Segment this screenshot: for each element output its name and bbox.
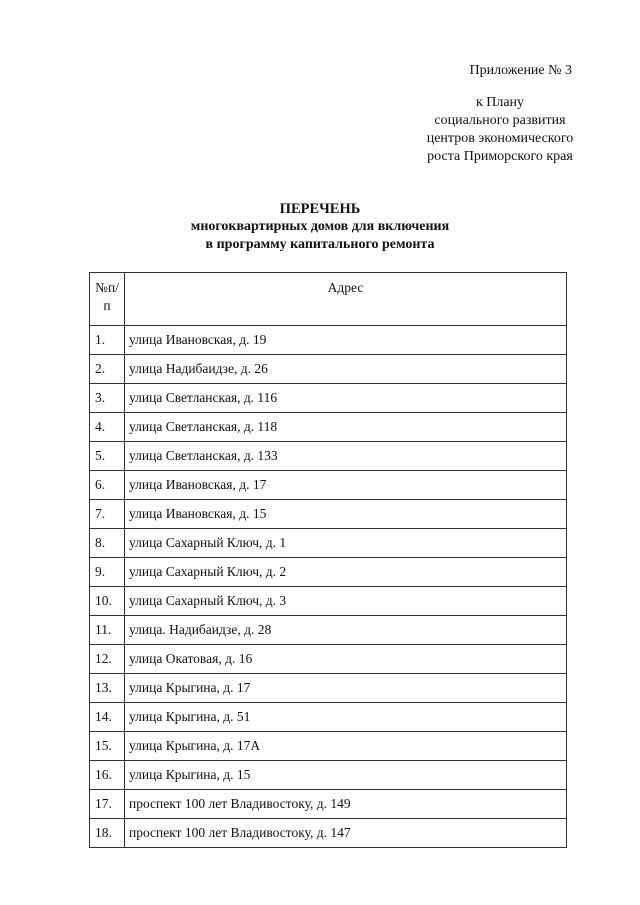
table-body [90,326,567,848]
row-number: 2. [90,355,125,384]
row-address: проспект 100 лет Владивостоку, д. 147 [125,819,567,848]
row-address: улица Сахарный Ключ, д. 1 [125,529,567,558]
row-address: улица Светланская, д. 116 [125,384,567,413]
table-row [90,703,567,732]
table-row [90,645,567,674]
row-number: 7. [90,500,125,529]
appendix-ref-line: центров экономического [426,131,574,146]
row-address: проспект 100 лет Владивостоку, д. 149 [125,790,567,819]
appendix-reference [380,94,600,166]
table-row [90,384,567,413]
heading-subtitle-line: многоквартирных домов для включения [190,219,450,234]
appendix-ref-line: к Плану [475,95,525,110]
row-address: улица Крыгина, д. 17А [125,732,567,761]
appendix-ref-line: социального развития [434,113,566,128]
row-number: 14. [90,703,125,732]
row-number: 18. [90,819,125,848]
appendix-title: Приложение № 3 [469,63,572,78]
column-header-address: Адрес [125,273,567,326]
row-number: 6. [90,471,125,500]
heading-title: ПЕРЕЧЕНЬ [279,201,361,217]
table-row [90,326,567,355]
table-row [90,355,567,384]
row-number: 13. [90,674,125,703]
row-address: улица Ивановская, д. 17 [125,471,567,500]
table-row [90,674,567,703]
table-row [90,558,567,587]
document-heading [0,200,640,254]
row-number: 15. [90,732,125,761]
row-address: улица. Надибаидзе, д. 28 [125,616,567,645]
row-address: улица Светланская, д. 118 [125,413,567,442]
table-row [90,500,567,529]
row-number: 11. [90,616,125,645]
table-header-row [90,273,567,326]
row-address: улица Крыгина, д. 15 [125,761,567,790]
row-address: улица Надибаидзе, д. 26 [125,355,567,384]
row-address: улица Ивановская, д. 19 [125,326,567,355]
appendix-block [380,62,600,166]
row-number: 17. [90,790,125,819]
table-row [90,587,567,616]
row-number: 16. [90,761,125,790]
row-number: 5. [90,442,125,471]
row-address: улица Крыгина, д. 51 [125,703,567,732]
row-address: улица Ивановская, д. 15 [125,500,567,529]
column-header-number-line: п [103,298,111,313]
table-row [90,413,567,442]
heading-subtitle-line: в программу капитального ремонта [205,237,435,252]
table-row [90,529,567,558]
row-number: 3. [90,384,125,413]
column-header-number-line: №п/ [95,280,119,295]
table-row [90,819,567,848]
table-row [90,732,567,761]
row-address: улица Крыгина, д. 17 [125,674,567,703]
row-number: 4. [90,413,125,442]
row-address: улица Светланская, д. 133 [125,442,567,471]
table-row [90,790,567,819]
row-number: 8. [90,529,125,558]
row-number: 10. [90,587,125,616]
table-row [90,471,567,500]
table-row [90,616,567,645]
row-number: 1. [90,326,125,355]
address-table [89,272,567,848]
row-address: улица Сахарный Ключ, д. 3 [125,587,567,616]
row-address: улица Сахарный Ключ, д. 2 [125,558,567,587]
row-number: 12. [90,645,125,674]
table-row [90,442,567,471]
row-number: 9. [90,558,125,587]
table-row [90,761,567,790]
appendix-ref-line: роста Приморского края [427,149,573,164]
row-address: улица Окатовая, д. 16 [125,645,567,674]
column-header-number [90,273,125,326]
